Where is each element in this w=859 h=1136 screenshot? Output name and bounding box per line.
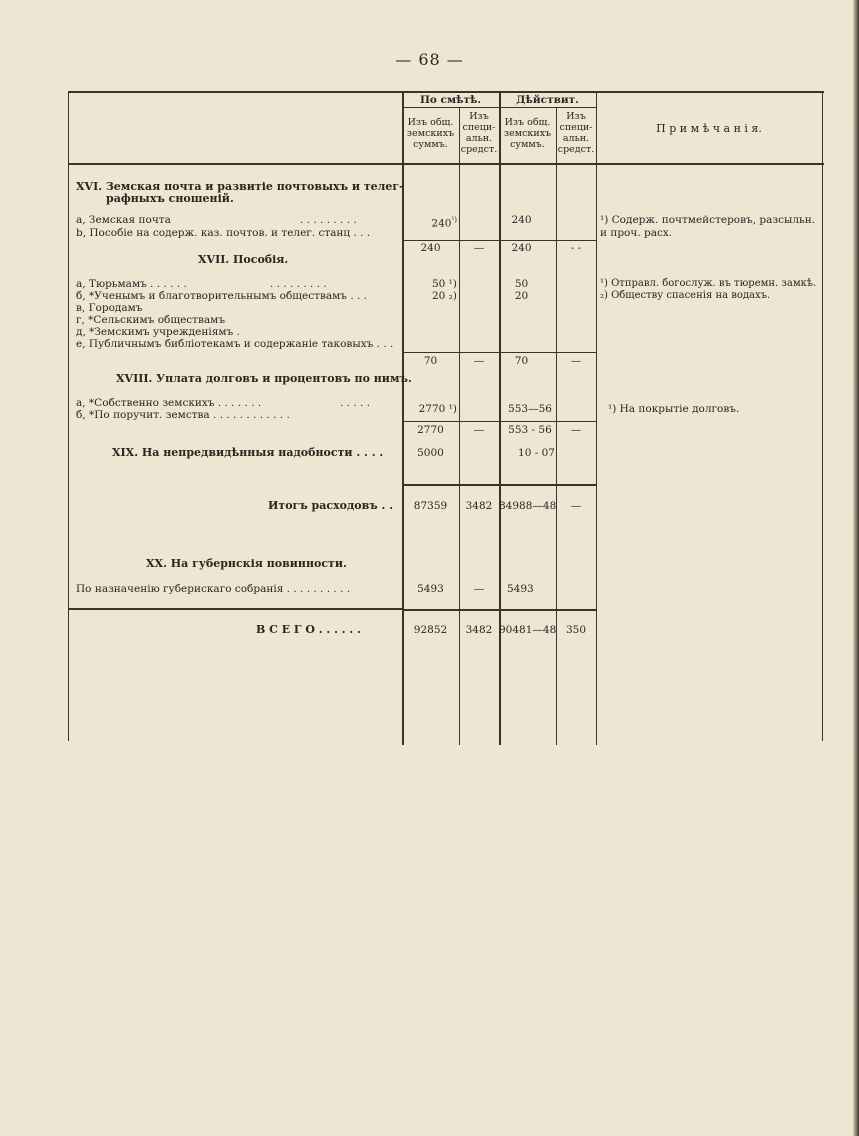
itog-deist: 84988—48	[499, 500, 557, 512]
itog-label: Итогъ расходовъ . .	[268, 499, 394, 512]
section-19-title: XIX. На непредвидѣнныя надобности . . . .	[112, 446, 384, 459]
right-border	[822, 91, 823, 741]
section-18-deist: 553—56	[508, 403, 552, 415]
section-16-a-smeta	[405, 214, 457, 230]
section-17-item-v: в, Городамъ	[76, 302, 143, 314]
section-20-title: XX. На губернскія повинности.	[146, 557, 347, 570]
section-17-note-2: ₂) Обществу спасенія на водахъ.	[600, 290, 771, 301]
section-18-item-b: б, *По поручит. земства . . . . . . . . . . . .	[76, 409, 290, 421]
vsego-spec: 3482	[465, 624, 493, 636]
section-17-item-e: е, Публичнымъ библіотекамъ и содержаніе таковыхъ . . .	[76, 338, 394, 350]
section-19-deist: 10 - 07	[518, 447, 555, 459]
table-top-rule	[68, 91, 824, 93]
section-18-item-a: а, *Собственно земскихъ . . . . . . .	[76, 397, 262, 409]
section-16-title-line1: XVI. Земская почта и развитіе почтовыхъ и телег-	[76, 180, 404, 193]
section-18-total-smeta: 2770	[417, 424, 444, 436]
header-line: средст.	[460, 144, 498, 155]
section-18-total-deist: 553 - 56	[508, 424, 552, 436]
header-line: земскихъ	[503, 128, 552, 139]
footnote-mark: ¹)	[451, 216, 457, 224]
section-20-smeta: 5493	[417, 583, 444, 595]
section-16-title-line2: рафныхъ сношеній.	[106, 192, 234, 205]
section-16-item-a-dots: . . . . . . . . .	[300, 214, 357, 226]
header-spec-sredst	[459, 111, 499, 155]
vsego-spec2: 350	[565, 624, 587, 636]
header-primechania: П р и м ѣ ч а н і я.	[656, 122, 762, 135]
header-line: суммъ.	[413, 139, 448, 150]
page-number: — 68 —	[395, 50, 464, 69]
section-16-note-2: и проч. расх.	[600, 227, 673, 239]
header-line: земскихъ	[406, 128, 455, 139]
section-17-a-deist: 50	[514, 278, 529, 290]
itog-smeta: 87359	[413, 500, 448, 512]
section-16-item-b: b, Пособіе на содерж. каз. почтов. и телег. станц . . .	[76, 227, 371, 239]
section-16-total-deist: 240	[511, 242, 532, 254]
vsego-rule-right	[402, 609, 596, 611]
header-obsh-summ	[402, 117, 459, 150]
value: 240	[431, 217, 452, 230]
section-18-total-spec: —	[473, 424, 485, 436]
section-17-total-smeta: 70	[423, 355, 438, 367]
section-17-item-a: а, Тюрьмамъ . . . . . .	[76, 278, 187, 290]
section-17-total-spec: —	[473, 355, 485, 367]
section-16-total-smeta: 240	[420, 242, 441, 254]
section-17-total-deist: 70	[514, 355, 529, 367]
header-line: Изъ	[566, 111, 586, 122]
section-17-b-smeta: 20 ₂)	[431, 290, 457, 302]
section-17-a-smeta: 50 ¹)	[431, 278, 457, 290]
section-20-spec: —	[473, 583, 485, 595]
section-17-b-deist: 20	[514, 290, 529, 302]
header-line: средст.	[557, 144, 595, 155]
section-20-label: По назначенію губерискаго собранія . . . . . . . . . .	[76, 583, 351, 595]
section-19-smeta: 5000	[417, 447, 444, 459]
section-18-note-1: ¹) На покрытіе долговъ.	[608, 403, 740, 415]
vsego-label: В С Е Г О . . . . . .	[256, 623, 361, 636]
section-16-item-a: a, Земская почта	[76, 214, 171, 226]
header-deistvit: Дѣйствит.	[516, 94, 579, 106]
header-line: Изъ	[469, 111, 489, 122]
itog-rule	[402, 484, 596, 486]
section-16-total-rule	[402, 240, 596, 241]
subheader-rule-2	[499, 107, 596, 108]
header-line: специ-	[559, 122, 593, 133]
section-16-note-1: ¹) Содерж. почтмейстеровъ, разсыльн.	[600, 214, 816, 226]
col-divider-5	[596, 91, 597, 745]
section-17-item-a-dots: . . . . . . . . .	[270, 278, 327, 290]
header-line: специ-	[462, 122, 496, 133]
header-obsh-summ-2	[499, 117, 556, 150]
section-17-total-rule	[402, 352, 596, 353]
left-border	[68, 91, 69, 741]
header-line: Изъ общ.	[504, 117, 551, 128]
section-18-title: XVIII. Уплата долговъ и процентовъ по нимъ.	[116, 372, 412, 385]
section-18-total-rule	[402, 421, 596, 422]
section-17-total-spec2: —	[570, 355, 582, 367]
section-18-item-a-dots: . . . . .	[340, 397, 371, 409]
section-20-deist: 5493	[507, 583, 534, 595]
section-17-item-b: б, *Ученымъ и благотворительнымъ обществамъ . . .	[76, 290, 368, 302]
header-po-smete: По смѣтѣ.	[419, 94, 482, 106]
header-line: альн.	[465, 133, 493, 144]
header-line: суммъ.	[510, 139, 545, 150]
section-17-item-d: д, *Земскимъ учрежденіямъ .	[76, 326, 240, 338]
subheader-rule-1	[402, 107, 499, 108]
section-17-note-1: ¹) Отправл. богослуж. въ тюремн. замкѣ.	[600, 278, 817, 289]
vsego-rule-left	[68, 608, 402, 610]
header-spec-sredst-2	[556, 111, 596, 155]
section-18-total-spec2: —	[570, 424, 582, 436]
section-17-item-g: г, *Сельскимъ обществамъ	[76, 314, 226, 326]
section-18-smeta: 2770 ¹)	[418, 403, 457, 415]
header-line: альн.	[562, 133, 590, 144]
section-16-a-deist: 240	[511, 214, 532, 226]
section-16-total-spec: —	[473, 242, 485, 254]
header-bottom-rule	[68, 163, 824, 165]
vsego-smeta: 92852	[413, 624, 448, 636]
section-17-title: XVII. Пособія.	[198, 253, 289, 266]
section-16-total-spec2: - -	[570, 242, 582, 254]
col-divider-3	[499, 91, 501, 745]
vsego-deist: 90481—48	[499, 624, 557, 636]
itog-spec: 3482	[465, 500, 493, 512]
itog-spec2: —	[570, 500, 582, 512]
header-line: Изъ общ.	[407, 117, 454, 128]
